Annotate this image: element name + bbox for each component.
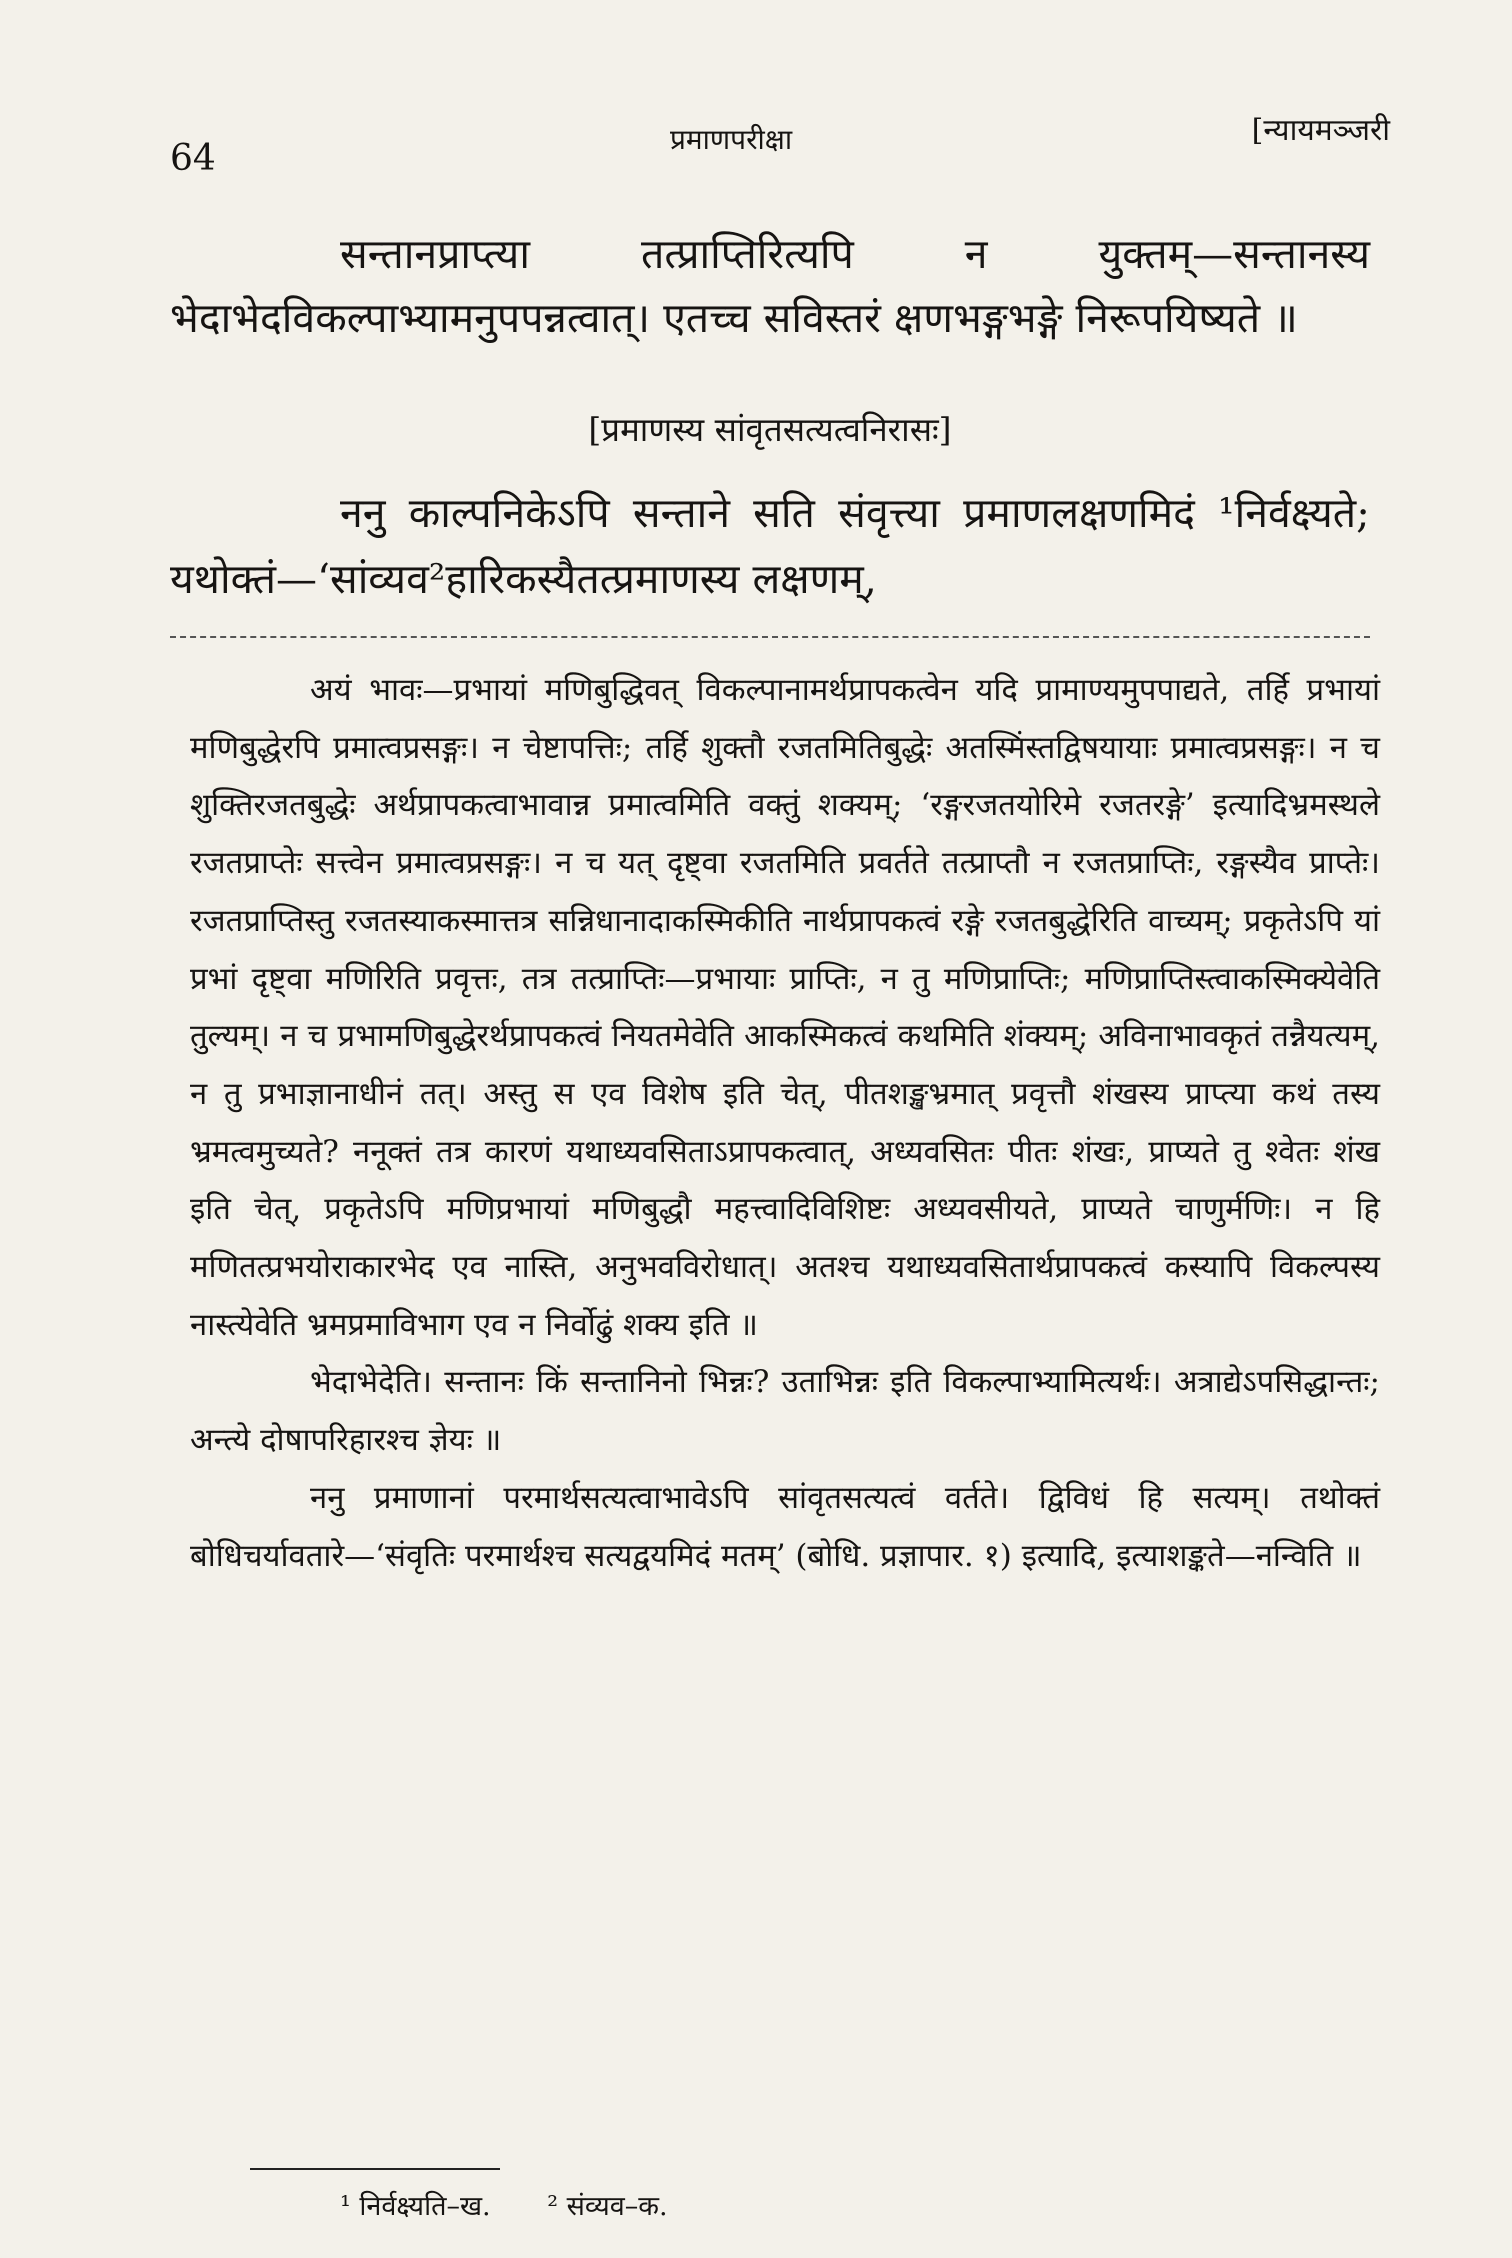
footnote: ² संव्यव–क. xyxy=(547,2191,668,2222)
section-heading: [प्रमाणस्य सांवृतसत्यत्वनिरासः] xyxy=(588,410,952,449)
commentary-paragraph: अयं भावः—प्रभायां मणिबुद्धिवत् विकल्पानामर्थप्रापकत्वेन यदि प्रामाण्यमुपपाद्यते, तर्हि प्रभायां मणिबुद्धेरपि प्रमात्वप्रसङ्गः। न चेष्टापत्तिः; तर्हि शुक्तौ रजतमितिबुद्धेः अतस्मिंस्तद्विषयायाः प्रमात्वप्रसङ्गः। न च शुक्तिरजतबुद्धेः अर्थप्रापकत्वाभावान्न प्रमात्वमिति वक्तुं शक्यम्; ‘रङ्गरजतयोरिमे रजतरङ्गे’ इत्यादिभ्रमस्थले रजतप्राप्तेः सत्त्वेन प्रमात्वप्रसङ्गः। न च यत् दृष्ट्वा रजतमिति प्रवर्तते तत्प्राप्तौ न रजतप्राप्तिः, रङ्गस्यैव प्राप्तेः। रजतप्राप्तिस्तु रजतस्याकस्मात्तत्र सन्निधानादाकस्मिकीति नार्थप्रापकत्वं रङ्गे रजतबुद्धेरिति वाच्यम्; प्रकृतेऽपि यां प्रभां दृष्ट्वा मणिरिति प्रवृत्तः, तत्र तत्प्राप्तिः—प्रभायाः प्राप्तिः, न तु मणिप्राप्तिः; मणिप्राप्तिस्त्वाकस्मिक्येवेति तुल्यम्। न च प्रभामणिबुद्धेरर्थप्रापकत्वं नियतमेवेति आकस्मिकत्वं कथमिति शंक्यम्; अविनाभावकृतं तन्नैयत्यम्, न तु प्रभाज्ञानाधीनं तत्। अस्तु स एव विशेष इति चेत्, पीतशङ्खभ्रमात् प्रवृत्तौ शंखस्य प्राप्त्या कथं तस्य भ्रमत्वमुच्यते? ननूक्तं तत्र कारणं यथाध्यवसिताऽप्रापकत्वात्, अध्यवसितः पीतः शंखः, प्राप्यते तु श्वेतः शंख इति चेत्, प्रकृतेऽपि मणिप्रभायां मणिबुद्धौ महत्त्वादिविशिष्टः अध्यवसीयते, प्राप्यते चाणुर्मणिः। न हि मणितत्प्रभयोराकारभेद एव नास्ति, अनुभवविरोधात्। अतश्च यथाध्यवसितार्थप्रापकत्वं कस्यापि विकल्पस्य नास्त्येवेति भ्रमप्रमाविभाग एव न निर्वोढुं शक्य इति ॥ xyxy=(190,672,1380,1343)
section-reference: [न्यायमञ्जरी xyxy=(1251,113,1390,148)
footnotes xyxy=(340,2186,716,2223)
commentary-paragraph: भेदाभेदेति। सन्तानः किं सन्तानिनो भिन्नः? उताभिन्नः इति विकल्पाभ्यामित्यर्थः। अत्राद्येऽपसिद्धान्तः; अन्त्ये दोषापरिहारश्च ज्ञेयः ॥ xyxy=(190,1364,1380,1459)
main-text-block-2 xyxy=(170,480,1370,612)
main-text-block xyxy=(170,222,1370,350)
running-head: प्रमाणपरीक्षा xyxy=(670,123,793,156)
page-header xyxy=(170,102,1390,179)
main-paragraph: सन्तानप्राप्त्या तत्प्राप्तिरित्यपि न युक्तम्—सन्तानस्य भेदाभेदविकल्पाभ्यामनुपपन्नत्वात्। एतच्च सविस्तरं क्षणभङ्गभङ्गे निरूपयिष्यते ॥ xyxy=(170,230,1370,342)
footnote: ¹ निर्वक्ष्यति–ख. xyxy=(340,2191,491,2222)
commentary-block xyxy=(190,662,1380,1585)
footnote-rule xyxy=(250,2168,500,2170)
commentary-divider xyxy=(170,636,1370,638)
page-number: 64 xyxy=(170,138,216,179)
main-paragraph: ननु काल्पनिकेऽपि सन्ताने सति संवृत्त्या प्रमाणलक्षणमिदं ¹निर्वक्ष्यते; यथोक्तं—‘सांव्यव²हारिकस्यैतत्प्रमाणस्य लक्षणम्, xyxy=(170,489,1370,603)
commentary-paragraph: ननु प्रमाणानां परमार्थसत्यत्वाभावेऽपि सांवृतसत्यत्वं वर्तते। द्विविधं हि सत्यम्। तथोक्तं बोधिचर्यावतारे—‘संवृतिः परमार्थश्च सत्यद्वयमिदं मतम्’ (बोधि. प्रज्ञापार. १) इत्यादि, इत्याशङ्कते—नन्विति ॥ xyxy=(190,1479,1380,1574)
